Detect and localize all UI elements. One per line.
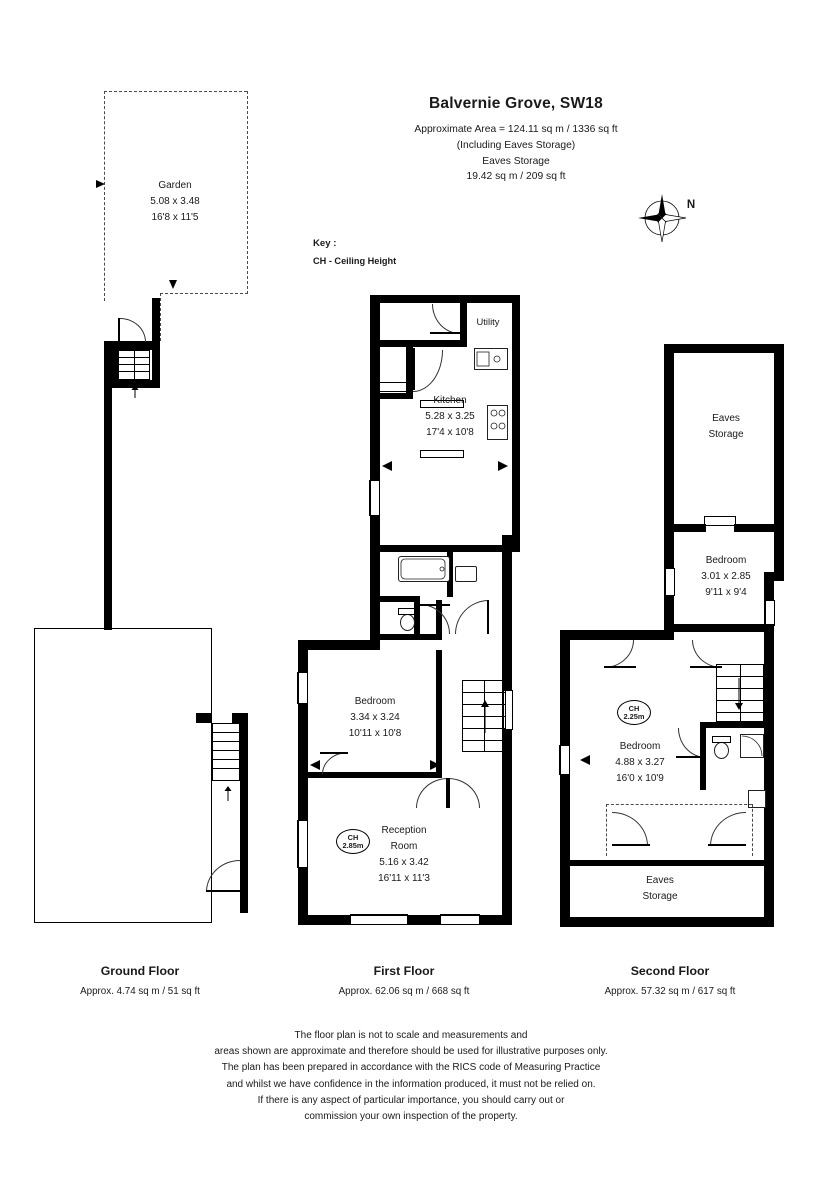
sf-bedroom-2-name: Bedroom xyxy=(619,741,661,752)
disclaimer-line-4: and whilst we have confidence in the information produced, it must not be relied on. xyxy=(226,1078,596,1090)
kitchen-counter-3 xyxy=(420,450,464,458)
reception-metric: 5.16 x 3.42 xyxy=(379,857,429,868)
sf-eaves-bottom-name: Eaves xyxy=(646,875,674,886)
sf-ceiling-height-badge xyxy=(617,700,651,725)
ground-floor-name: Ground Floor xyxy=(100,964,180,978)
ff-arrow-3-icon xyxy=(310,760,322,770)
compass-north-label: N xyxy=(686,199,696,211)
ff-wall-left-upper xyxy=(370,295,380,640)
sf-wardrobe-dash-left xyxy=(606,804,607,856)
area-line-3: Eaves Storage xyxy=(482,156,550,167)
ff-bedroom-imperial: 10'11 x 10'8 xyxy=(348,728,402,739)
ff-bath-door-leaf-2 xyxy=(487,600,489,634)
sf-bedroom-2-metric: 4.88 x 3.27 xyxy=(615,757,665,768)
sf-toilet-cistern-icon xyxy=(712,736,731,743)
gf-lower-step-5 xyxy=(212,768,240,769)
ff-kitchen-wall-a xyxy=(406,347,413,399)
sf-bedroom-2-imperial: 16'0 x 10'9 xyxy=(616,773,664,784)
sf-wall-left-step xyxy=(560,630,674,640)
washbasin-icon xyxy=(455,566,477,582)
ff-utility-wall-bottom xyxy=(380,340,467,347)
sf-wall-top xyxy=(664,344,784,353)
sf-basin-icon xyxy=(748,790,766,808)
sf-bath-wall-top xyxy=(700,722,764,728)
gf-door-arc xyxy=(120,318,146,342)
gf-lower-step-2 xyxy=(212,741,240,742)
ff-bath-door-arc xyxy=(420,604,450,634)
ff-kitchen-door-arc xyxy=(413,350,443,392)
sf-toilet-icon xyxy=(714,742,729,759)
sf-wardrobe-leaf-1 xyxy=(612,844,650,846)
gf-lower-door-leaf xyxy=(206,890,242,892)
ff-utility-door-arc xyxy=(432,304,460,334)
gf-stair-rail xyxy=(134,350,135,380)
sf-eaves-hatch xyxy=(704,516,736,526)
first-floor-name: First Floor xyxy=(373,964,435,978)
key-legend-ceiling-height: CH - Ceiling Height xyxy=(313,256,397,266)
gf-stair-step-3 xyxy=(118,371,150,372)
gf-lower-step-4 xyxy=(212,759,240,760)
ff-kitchen-door-leaf xyxy=(413,348,415,390)
sf-stair-down-arrow-icon xyxy=(732,676,746,710)
sf-window-frame-right-1 xyxy=(764,600,775,626)
reception-name: Reception xyxy=(381,825,427,836)
ff-arrow-1-icon xyxy=(382,461,394,471)
ff-reception-door-arc-2 xyxy=(448,778,480,808)
ff-bedroom-wall-right xyxy=(436,650,442,775)
disclaimer xyxy=(0,1028,822,1125)
garden-boundary-right xyxy=(247,91,248,294)
page-title: Balvernie Grove, SW18 xyxy=(429,95,603,112)
ff-ch-value: 2.85m xyxy=(342,840,364,850)
gf-wall-left-long xyxy=(104,388,112,630)
gf-door-leaf xyxy=(118,318,120,342)
ff-reception-door-arc-1 xyxy=(416,778,448,808)
gf-stair-direction-arrow-icon xyxy=(129,385,141,399)
sf-wall-left-lower xyxy=(560,630,570,927)
ff-wall-left-step xyxy=(298,640,380,650)
sf-shower-icon xyxy=(740,734,764,758)
sf-bedroom-1-wall-bottom xyxy=(674,624,774,632)
second-floor-area: Approx. 57.32 sq m / 617 sq ft xyxy=(604,986,736,997)
disclaimer-line-1: The floor plan is not to scale and measurements and xyxy=(294,1030,528,1041)
disclaimer-line-3: The plan has been prepared in accordance with the RICS code of Measuring Practice xyxy=(221,1062,601,1074)
sf-eaves-bottom-name2: Storage xyxy=(642,891,678,902)
sf-eaves-top-name: Eaves xyxy=(712,413,740,424)
kitchen-sink-icon xyxy=(474,348,508,370)
sf-bedroom-1-name: Bedroom xyxy=(705,555,747,566)
compass-rose-icon xyxy=(634,188,690,244)
toilet-icon xyxy=(400,614,415,631)
ff-window-frame-bottom-1 xyxy=(350,914,408,925)
kitchen-metric: 5.28 x 3.25 xyxy=(425,411,475,422)
gf-lower-stair-arrow-icon xyxy=(222,786,234,802)
sf-ch-value: 2.25m xyxy=(623,711,645,721)
garden-name: Garden xyxy=(158,180,192,191)
sf-bedroom-1-metric: 3.01 x 2.85 xyxy=(701,571,751,582)
ff-stair-up-arrow-icon xyxy=(478,700,492,734)
utility-name: Utility xyxy=(476,316,500,327)
kitchen-name: Kitchen xyxy=(433,395,467,406)
gf-stair-step-1 xyxy=(118,357,150,358)
garden-boundary-inner xyxy=(160,293,161,341)
sf-wardrobe-leaf-2 xyxy=(708,844,746,846)
ff-window-frame-left-3 xyxy=(297,820,308,868)
disclaimer-line-2: areas shown are approximate and therefore should be used for illustrative purposes only. xyxy=(214,1046,608,1058)
kitchen-imperial: 17'4 x 10'8 xyxy=(426,427,474,438)
disclaimer-line-6: commission your own inspection of the property. xyxy=(304,1110,518,1122)
toilet-cistern-icon xyxy=(398,608,417,615)
sf-window-frame-left-1 xyxy=(664,568,675,596)
ff-window-frame-left-2 xyxy=(297,672,308,704)
ff-bath-wall-top xyxy=(380,545,520,552)
disclaimer-line-5: If there is any aspect of particular importance, you should carry out or xyxy=(257,1094,565,1106)
area-line-1: Approximate Area = 124.11 sq m / 1336 sq ft xyxy=(414,124,618,135)
garden-imperial: 16'8 x 11'5 xyxy=(151,212,199,223)
sf-ch-label: CH xyxy=(628,704,640,713)
ff-bedroom-door-arc xyxy=(322,752,348,774)
gf-lower-step-3 xyxy=(212,750,240,751)
kitchen-counter-1 xyxy=(379,382,407,392)
ground-floor-area: Approx. 4.74 sq m / 51 sq ft xyxy=(80,986,200,997)
ff-bedroom-name: Bedroom xyxy=(354,696,396,707)
sf-door-arc-2 xyxy=(604,640,634,668)
gf-wall-right xyxy=(152,298,160,388)
sf-eaves-lower-divider xyxy=(570,860,764,866)
ff-ch-label: CH xyxy=(347,833,359,842)
ff-window-frame-bottom-2 xyxy=(440,914,480,925)
sf-wall-bottom xyxy=(560,917,774,927)
bathtub-icon xyxy=(398,556,450,582)
first-floor-area: Approx. 62.06 sq m / 668 sq ft xyxy=(338,986,470,997)
sf-eaves-top-name2: Storage xyxy=(708,429,744,440)
gf-stair-step-2 xyxy=(118,364,150,365)
sf-wardrobe-door-arc-2 xyxy=(710,812,746,846)
ff-bedroom-metric: 3.34 x 3.24 xyxy=(350,712,400,723)
ff-utility-door-leaf xyxy=(430,332,460,334)
ff-arrow-2-icon xyxy=(498,461,510,471)
sf-wardrobe-door-arc-1 xyxy=(612,812,648,846)
ff-reception-door-leaf-2 xyxy=(448,778,450,808)
garden-boundary-left xyxy=(104,91,105,301)
reception-name-2: Room xyxy=(390,841,418,852)
sf-window-frame-left-2 xyxy=(559,745,570,775)
ff-wall-top xyxy=(370,295,520,303)
gf-lower-wall-a xyxy=(196,713,212,723)
garden-boundary-top xyxy=(104,91,247,92)
gf-lower-step-1 xyxy=(212,732,240,733)
key-title: Key : xyxy=(313,238,337,249)
gf-footprint-step xyxy=(104,628,212,629)
ff-bath-door-leaf xyxy=(420,604,450,606)
gf-lower-wall-right xyxy=(240,713,248,913)
ff-window-frame-left-1 xyxy=(369,480,380,516)
ff-bath-door-arc-2 xyxy=(455,600,489,634)
sf-wardrobe-dash-top xyxy=(606,804,752,805)
area-line-2: (Including Eaves Storage) xyxy=(456,140,576,151)
sf-wardrobe-dash-right xyxy=(752,804,753,856)
ff-bath-wall-bottom2 xyxy=(380,634,442,640)
second-floor-name: Second Floor xyxy=(630,964,710,978)
dimension-arrow-icon-2 xyxy=(169,280,183,294)
ff-wall-right-upper xyxy=(512,295,520,535)
sf-wall-right-upper xyxy=(774,344,784,581)
garden-metric: 5.08 x 3.48 xyxy=(150,196,200,207)
area-line-4: 19.42 sq m / 209 sq ft xyxy=(466,171,566,182)
gf-footprint-lower xyxy=(34,628,212,923)
sf-door-leaf-2 xyxy=(604,666,636,668)
reception-imperial: 16'11 x 11'3 xyxy=(378,873,430,884)
dimension-arrow-icon xyxy=(96,180,110,194)
ff-bedroom-door-leaf xyxy=(320,752,348,754)
sf-bedroom-1-imperial: 9'11 x 9'4 xyxy=(705,587,747,598)
